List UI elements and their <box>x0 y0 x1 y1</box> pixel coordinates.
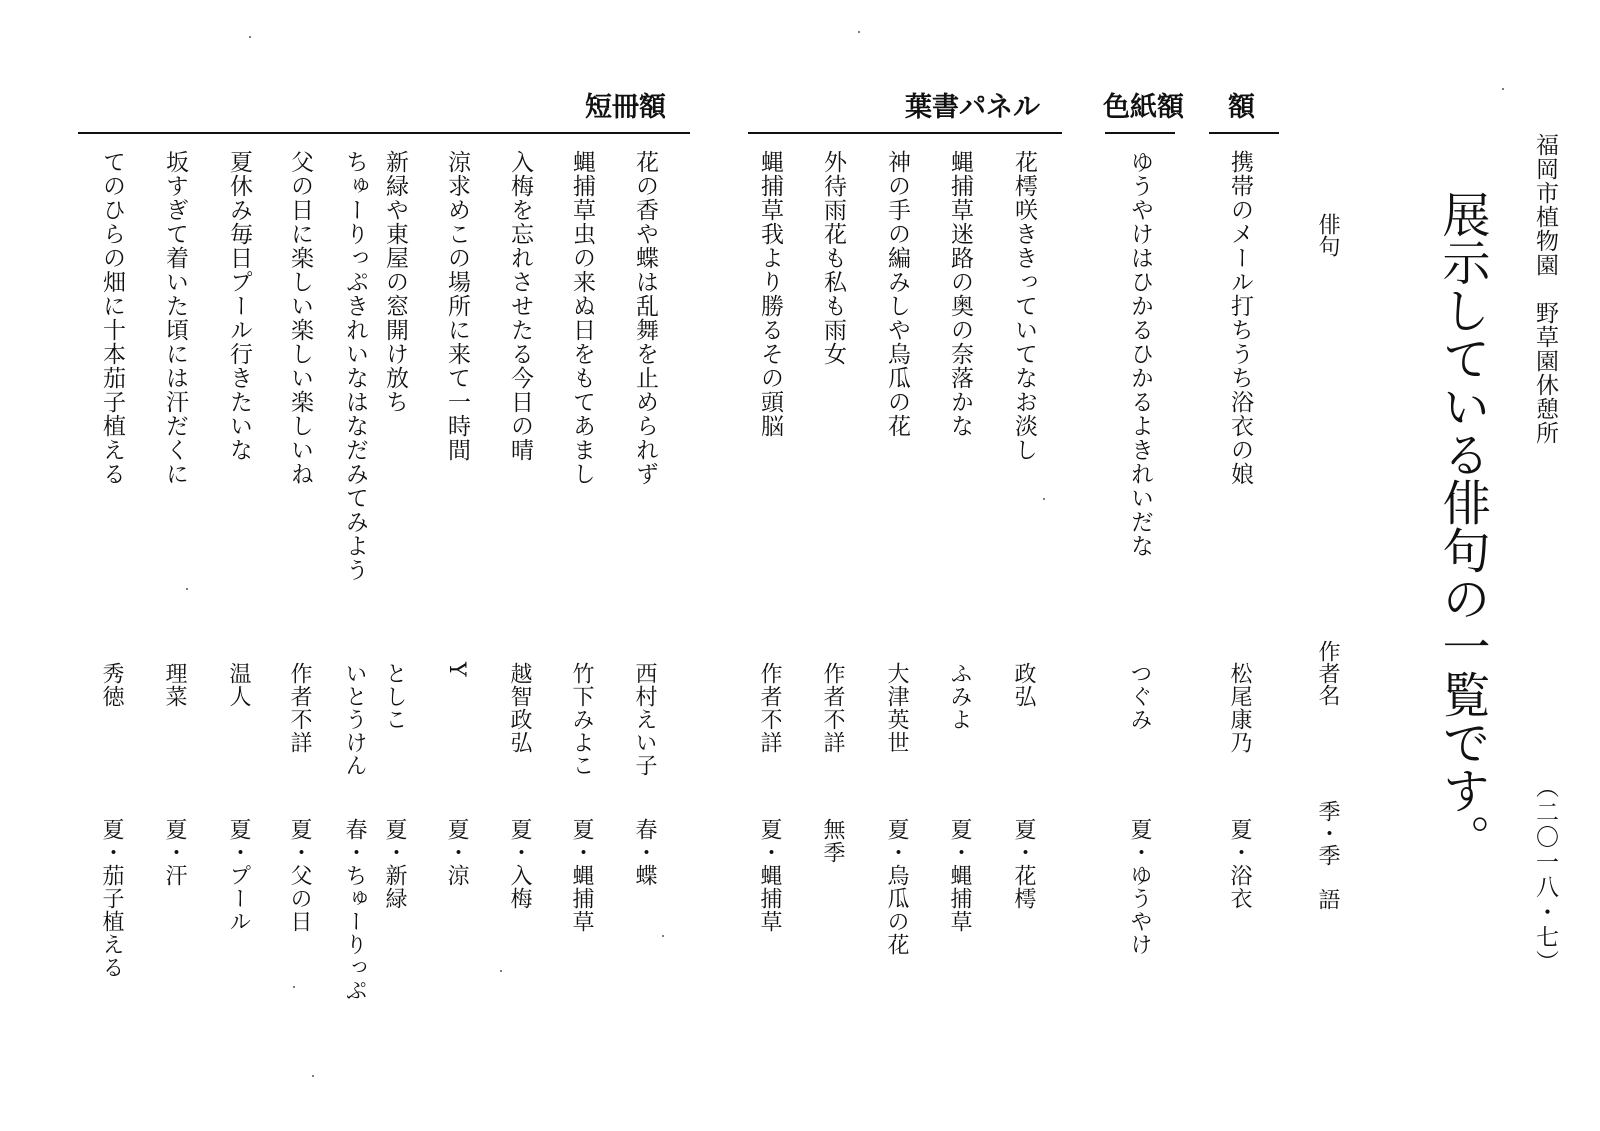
haiku-author: 作者不詳 <box>820 662 845 754</box>
haiku-column-header: 俳句 <box>1315 213 1340 257</box>
haiku-text: 新緑や東屋の窓開け放ち <box>382 150 408 414</box>
haiku-kigo: 春・蝶 <box>632 818 657 887</box>
haiku-author: 松尾康乃 <box>1227 662 1252 754</box>
scan-speck <box>1502 88 1504 90</box>
page-title: 展示している俳句の一覧です。 <box>1434 190 1490 862</box>
haiku-kigo: 夏・入梅 <box>507 818 532 910</box>
section-title-tanzaku: 短冊額 <box>585 92 666 123</box>
haiku-author: 越智政弘 <box>507 662 532 754</box>
haiku-author: 作者不詳 <box>757 662 782 754</box>
section-title-shikishi: 色紙額 <box>1103 92 1184 123</box>
haiku-text: てのひらの畑に十本茄子植える <box>99 150 125 486</box>
haiku-text: 涼求めこの場所に来て一時間 <box>444 150 470 462</box>
haiku-kigo: 夏・蝿捕草 <box>947 818 972 933</box>
organization-name: 福岡市植物園 野草園休憩所 <box>1532 133 1558 445</box>
section-title-gaku: 額 <box>1228 92 1255 123</box>
haiku-kigo: 夏・新緑 <box>382 818 407 910</box>
scan-speck <box>662 935 664 937</box>
scan-speck <box>249 36 251 38</box>
haiku-author: 秀徳 <box>99 662 124 708</box>
haiku-author: 理菜 <box>162 662 187 708</box>
haiku-author: つぐみ <box>1127 662 1152 731</box>
haiku-author: Y <box>444 662 469 678</box>
haiku-author: 大津英世 <box>884 662 909 754</box>
haiku-text: 外待雨花も私も雨女 <box>820 150 846 366</box>
scan-speck <box>293 986 295 988</box>
haiku-kigo: 夏・花樗 <box>1011 818 1036 910</box>
section-title-hagaki: 葉書パネル <box>905 92 1040 123</box>
haiku-text: 蝿捕草我より勝るその頭脳 <box>757 150 783 438</box>
haiku-author: ふみよ <box>947 662 972 731</box>
haiku-kigo: 夏・茄子植える <box>99 818 124 979</box>
haiku-kigo: 夏・蝿捕草 <box>569 818 594 933</box>
scan-speck <box>312 1075 314 1077</box>
haiku-text: 花樗咲ききっていてなお淡し <box>1011 150 1037 462</box>
haiku-text: 花の香や蝶は乱舞を止められず <box>632 150 658 486</box>
haiku-author: 政弘 <box>1011 662 1036 708</box>
haiku-kigo: 夏・ゆうやけ <box>1127 818 1152 956</box>
kigo-column-header: 季・季 語 <box>1315 800 1340 910</box>
haiku-author: 作者不詳 <box>287 662 312 754</box>
scan-speck <box>186 588 188 590</box>
scan-speck <box>858 31 860 33</box>
haiku-kigo: 夏・涼 <box>444 818 469 887</box>
section-rule-tanzaku <box>78 132 690 134</box>
haiku-text: 夏休み毎日プール行きたいな <box>226 150 252 462</box>
section-rule-shikishi <box>1105 132 1175 134</box>
haiku-text: 蝿捕草迷路の奥の奈落かな <box>947 150 973 438</box>
haiku-kigo: 夏・蝿捕草 <box>757 818 782 933</box>
haiku-kigo: 夏・父の日 <box>287 818 312 933</box>
haiku-author: としこ <box>382 662 407 731</box>
haiku-kigo: 夏・プール <box>226 818 251 933</box>
haiku-kigo: 夏・烏瓜の花 <box>884 818 909 956</box>
haiku-text: 父の日に楽しい楽しい楽しいね <box>287 150 313 486</box>
haiku-author: いとうけん <box>342 662 367 777</box>
haiku-text: 坂すぎて着いた頃には汗だくに <box>162 150 188 486</box>
scan-speck <box>1043 498 1045 500</box>
haiku-author: 西村えい子 <box>632 662 657 777</box>
haiku-author: 温人 <box>226 662 251 708</box>
haiku-kigo: 無季 <box>820 818 845 864</box>
section-rule-gaku <box>1209 132 1279 134</box>
haiku-author: 竹下みよこ <box>569 662 594 777</box>
date-label: （二〇一八・七） <box>1532 775 1558 975</box>
haiku-text: 蝿捕草虫の来ぬ日をもてあまし <box>569 150 595 486</box>
haiku-text: 入梅を忘れさせたる今日の晴 <box>507 150 533 462</box>
haiku-kigo: 夏・汗 <box>162 818 187 887</box>
section-rule-hagaki <box>748 132 1062 134</box>
haiku-kigo: 夏・浴衣 <box>1227 818 1252 910</box>
haiku-text: 携帯のメール打ちうち浴衣の娘 <box>1227 150 1253 486</box>
haiku-text: ゆうやけはひかるひかるよきれいだな <box>1127 150 1153 558</box>
author-column-header: 作者名 <box>1315 640 1340 706</box>
haiku-kigo: 春・ちゅーりっぷ <box>342 818 367 1002</box>
scan-speck <box>500 970 502 972</box>
haiku-text: ちゅーりっぷきれいなはなだみてみよう <box>342 150 368 582</box>
haiku-text: 神の手の編みしや烏瓜の花 <box>884 150 910 438</box>
